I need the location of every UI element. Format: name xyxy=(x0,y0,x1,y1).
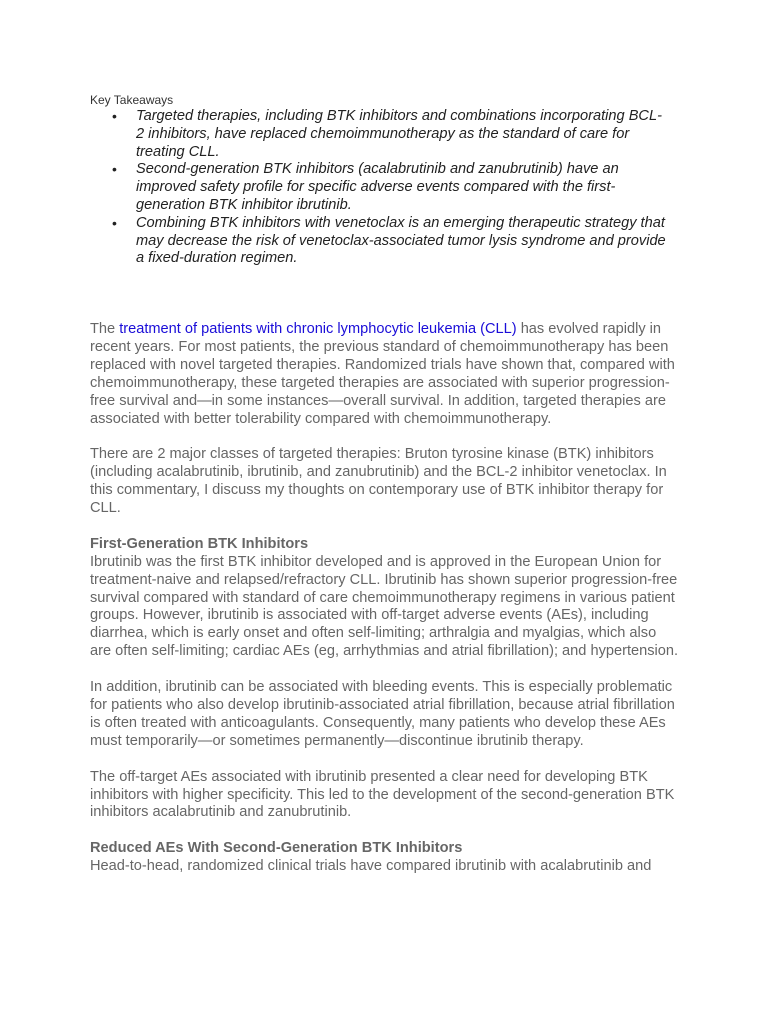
intro-rest: has evolved rapidly in recent years. For most patients, the previous standard of chemoimmunotherapy has been replaced with novel targeted therapies. Randomized trials have shown that, compared with chemoimmunotherapy, these targeted therapies are associated with superior progression-free survival and—in some instances—overall survival. In addition, targeted therapies are associated with better tolerability compared with chemoimmunotherapy. xyxy=(90,321,675,427)
key-takeaways-list xyxy=(90,108,670,268)
list-item xyxy=(90,161,670,214)
bullet-icon: • xyxy=(112,108,117,124)
bullet-icon: • xyxy=(112,214,117,231)
takeaway-text: Second-generation BTK inhibitors (acalabrutinib and zanubrutinib) have an improved safety profile for specific adverse events compared with the first-generation BTK inhibitor ibrutinib. xyxy=(136,161,619,213)
takeaway-text: Combining BTK inhibitors with venetoclax is an emerging therapeutic strategy that may decrease the risk of venetoclax-associated tumor lysis syndrome and provide a fixed-duration regimen. xyxy=(136,214,666,267)
intro-lead: The xyxy=(90,321,120,337)
paragraph: Ibrutinib was the first BTK inhibitor developed and is approved in the European Union for treatment-naive and relapsed/refractory CLL. Ibrutinib has shown superior progression-free survival compared with standard of care chemoimmunotherapy regimens in various patient groups. However, ibrutinib is associated with off-target adverse events (AEs), including diarrhea, which is early onset and often self-limiting; arthralgia and myalgias, which also are often self-limiting; cardiac AEs (eg, arrhythmias and atrial fibrillation); and hypertension. xyxy=(90,553,679,660)
intro-paragraph xyxy=(90,321,680,428)
section-heading-first-gen: First-Generation BTK Inhibitors xyxy=(90,535,309,552)
paragraph: The off-target AEs associated with ibrutinib presented a clear need for developing BTK inhibitors with higher specificity. This led to the development of the second-generation BTK inhibitors acalabrutinib and zanubrutinib. xyxy=(90,768,675,821)
article-body xyxy=(90,321,680,894)
paragraph: In addition, ibrutinib can be associated with bleeding events. This is especially problematic for patients who also develop ibrutinib-associated atrial fibrillation, because atrial fibrillation is often treated with anticoagulants. Consequently, many patients who develop these AEs must temporarily—or sometimes permanently—discontinue ibrutinib therapy. xyxy=(90,679,675,749)
cll-treatment-link[interactable]: treatment of patients with chronic lymphocytic leukemia (CLL) xyxy=(119,321,517,337)
section-heading-second-gen: Reduced AEs With Second-Generation BTK Inhibitors xyxy=(90,840,463,857)
key-takeaways-label: Key Takeaways xyxy=(90,93,174,107)
list-item xyxy=(90,215,670,268)
takeaway-text: Targeted therapies, including BTK inhibitors and combinations incorporating BCL-2 inhibitors, have replaced chemoimmunotherapy as the standard of care for treating CLL. xyxy=(136,108,662,160)
bullet-icon: • xyxy=(112,161,117,178)
paragraph: Head-to-head, randomized clinical trials have compared ibrutinib with acalabrutinib and xyxy=(90,858,652,875)
list-item xyxy=(90,108,670,161)
paragraph: There are 2 major classes of targeted therapies: Bruton tyrosine kinase (BTK) inhibitors (including acalabrutinib, ibrutinib, and zanubrutinib) and the BCL-2 inhibitor venetoclax. In this commentary, I discuss my thoughts on contemporary use of BTK inhibitor therapy for CLL. xyxy=(90,446,667,517)
